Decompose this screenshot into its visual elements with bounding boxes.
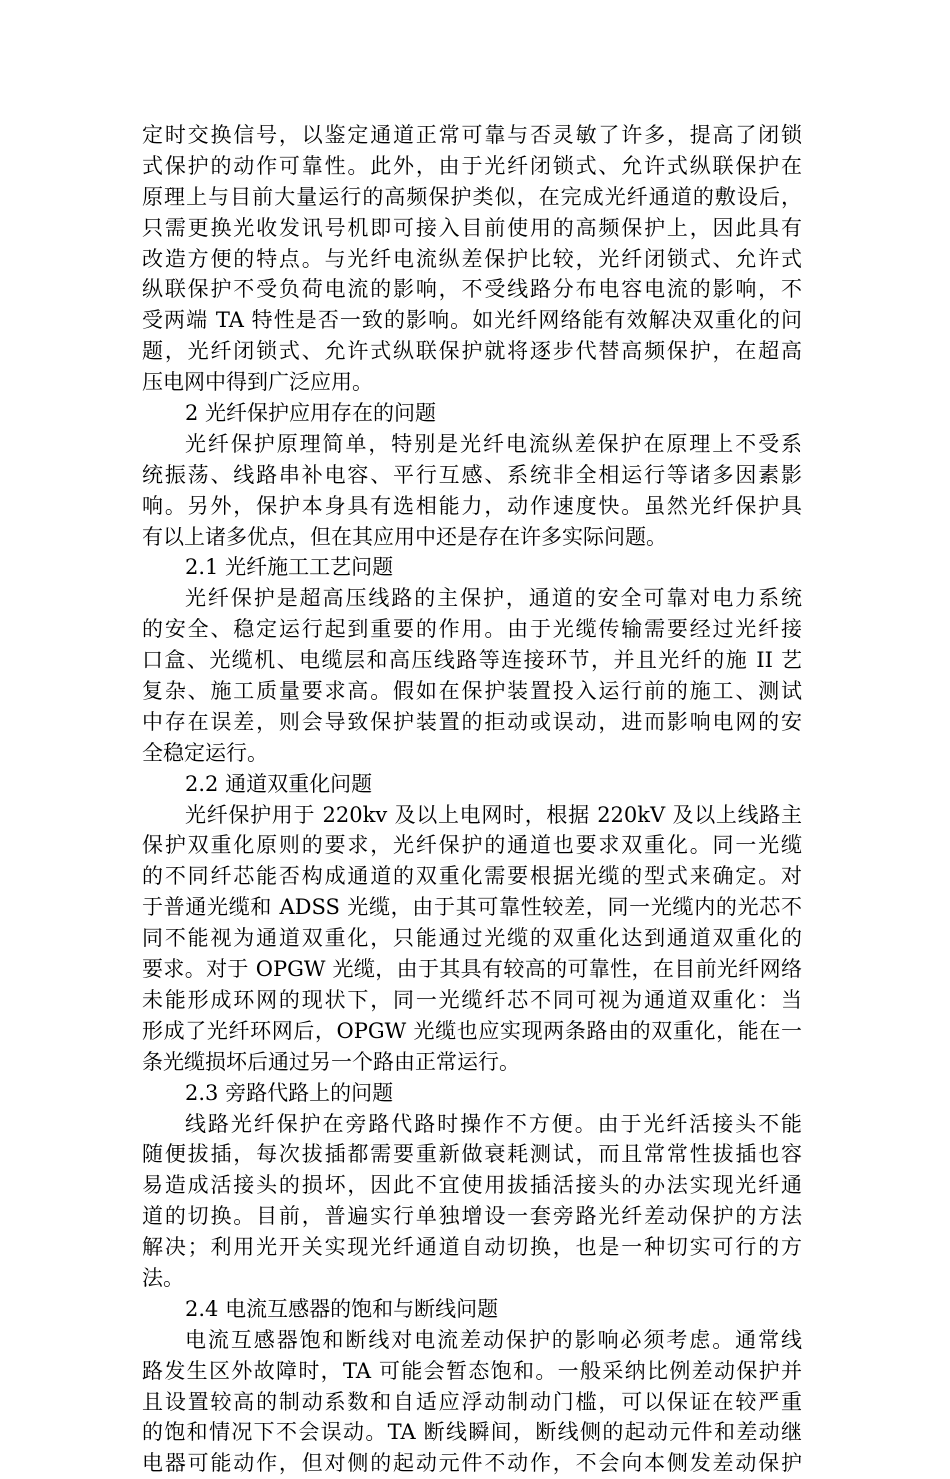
text-line: 的饱和情况下不会误动。TA 断线瞬间，断线侧的起动元件和差动继 — [142, 1420, 802, 1445]
text-line: 2.3 旁路代路上的问题 — [185, 1080, 394, 1105]
text-line: 同不能视为通道双重化，只能通过光缆的双重化达到通道双重化的 — [142, 926, 802, 951]
text-line: 解决；利用光开关实现光纤通道自动切换，也是一种切实可行的方 — [142, 1235, 802, 1260]
text-line: 保护双重化原则的要求，光纤保护的通道也要求双重化。同一光缆 — [142, 833, 802, 858]
text-line: 光纤保护是超高压线路的主保护，通道的安全可靠对电力系统 — [185, 586, 802, 611]
text-line: 原理上与目前大量运行的高频保护类似，在完成光纤通道的敷设后， — [142, 184, 802, 209]
text-line: 于普通光缆和 ADSS 光缆，由于其可靠性较差，同一光缆内的光芯不 — [142, 895, 802, 920]
text-line: 随便拔插，每次拔插都需要重新做衰耗测试，而且常常性拔插也容 — [142, 1142, 802, 1167]
text-line: 统振荡、线路串补电容、平行互感、系统非全相运行等诸多因素影 — [142, 462, 802, 487]
text-line: 受两端 TA 特性是否一致的影响。如光纤网络能有效解决双重化的问 — [142, 308, 802, 333]
text-line: 道的切换。目前，普遍实行单独增设一套旁路光纤差动保护的方法 — [142, 1204, 802, 1229]
text-line: 法。 — [142, 1265, 184, 1290]
text-line: 2.1 光纤施工工艺问题 — [185, 555, 394, 580]
text-line: 口盒、光缆机、电缆层和高压线路等连接环节，并且光纤的施 II 艺 — [142, 648, 802, 673]
text-line: 式保护的动作可靠性。此外，由于光纤闭锁式、允许式纵联保护在 — [142, 153, 802, 178]
text-line: 线路光纤保护在旁路代路时操作不方便。由于光纤活接头不能 — [185, 1111, 802, 1136]
text-line: 响。另外，保护本身具有选相能力，动作速度快。虽然光纤保护具 — [142, 493, 802, 518]
text-line: 电流互感器饱和断线对电流差动保护的影响必须考虑。通常线 — [185, 1327, 802, 1352]
text-line: 易造成活接头的损坏，因此不宜使用拔插活接头的办法实现光纤通 — [142, 1173, 802, 1198]
document-body — [142, 120, 802, 1479]
text-line: 2 光纤保护应用存在的问题 — [185, 401, 437, 426]
text-line: 纵联保护不受负荷电流的影响，不受线路分布电容电流的影响，不 — [142, 277, 802, 302]
text-line: 电器可能动作，但对侧的起动元件不动作，不会向本侧发差动保护 — [142, 1451, 802, 1476]
text-line: 路发生区外故障时，TA 可能会暂态饱和。一般采纳比例差动保护并 — [142, 1358, 802, 1383]
text-line: 全稳定运行。 — [142, 740, 268, 765]
text-line: 要求。对于 OPGW 光缆，由于其具有较高的可靠性，在目前光纤网络 — [142, 957, 802, 982]
text-line: 条光缆损坏后通过另一个路由正常运行。 — [142, 1049, 520, 1074]
text-line: 的不同纤芯能否构成通道的双重化需要根据光缆的型式来确定。对 — [142, 864, 802, 889]
text-line: 且设置较高的制动系数和自适应浮动制动门槛，可以保证在较严重 — [142, 1389, 802, 1414]
text-line: 压电网中得到广泛应用。 — [142, 370, 373, 395]
text-line: 定时交换信号，以鉴定通道正常可靠与否灵敏了许多，提高了闭锁 — [142, 123, 802, 147]
text-line: 有以上诸多优点，但在其应用中还是存在许多实际问题。 — [142, 524, 667, 549]
text-line: 复杂、施工质量要求高。假如在保护装置投入运行前的施工、测试 — [142, 679, 802, 704]
text-line: 2.2 通道双重化问题 — [185, 771, 373, 796]
text-line: 中存在误差，则会导致保护装置的拒动或误动，进而影响电网的安 — [142, 709, 802, 734]
text-line: 改造方便的特点。与光纤电流纵差保护比较，光纤闭锁式、允许式 — [142, 246, 802, 271]
text-line: 的安全、稳定运行起到重要的作用。由于光缆传输需要经过光纤接 — [142, 617, 802, 642]
text-line: 形成了光纤环网后，OPGW 光缆也应实现两条路由的双重化，能在一 — [142, 1018, 802, 1043]
text-line: 未能形成环网的现状下，同一光缆纤芯不同可视为通道双重化：当 — [142, 987, 802, 1012]
text-line: 光纤保护用于 220kv 及以上电网时，根据 220kV 及以上线路主 — [185, 802, 802, 827]
text-line: 题，光纤闭锁式、允许式纵联保护就将逐步代替高频保护，在超高 — [142, 339, 802, 364]
text-line: 光纤保护原理简单，特别是光纤电流纵差保护在原理上不受系 — [185, 431, 802, 456]
text-line: 只需更换光收发讯号机即可接入目前使用的高频保护上，因此具有 — [142, 215, 802, 240]
text-line: 2.4 电流互感器的饱和与断线问题 — [185, 1296, 499, 1321]
